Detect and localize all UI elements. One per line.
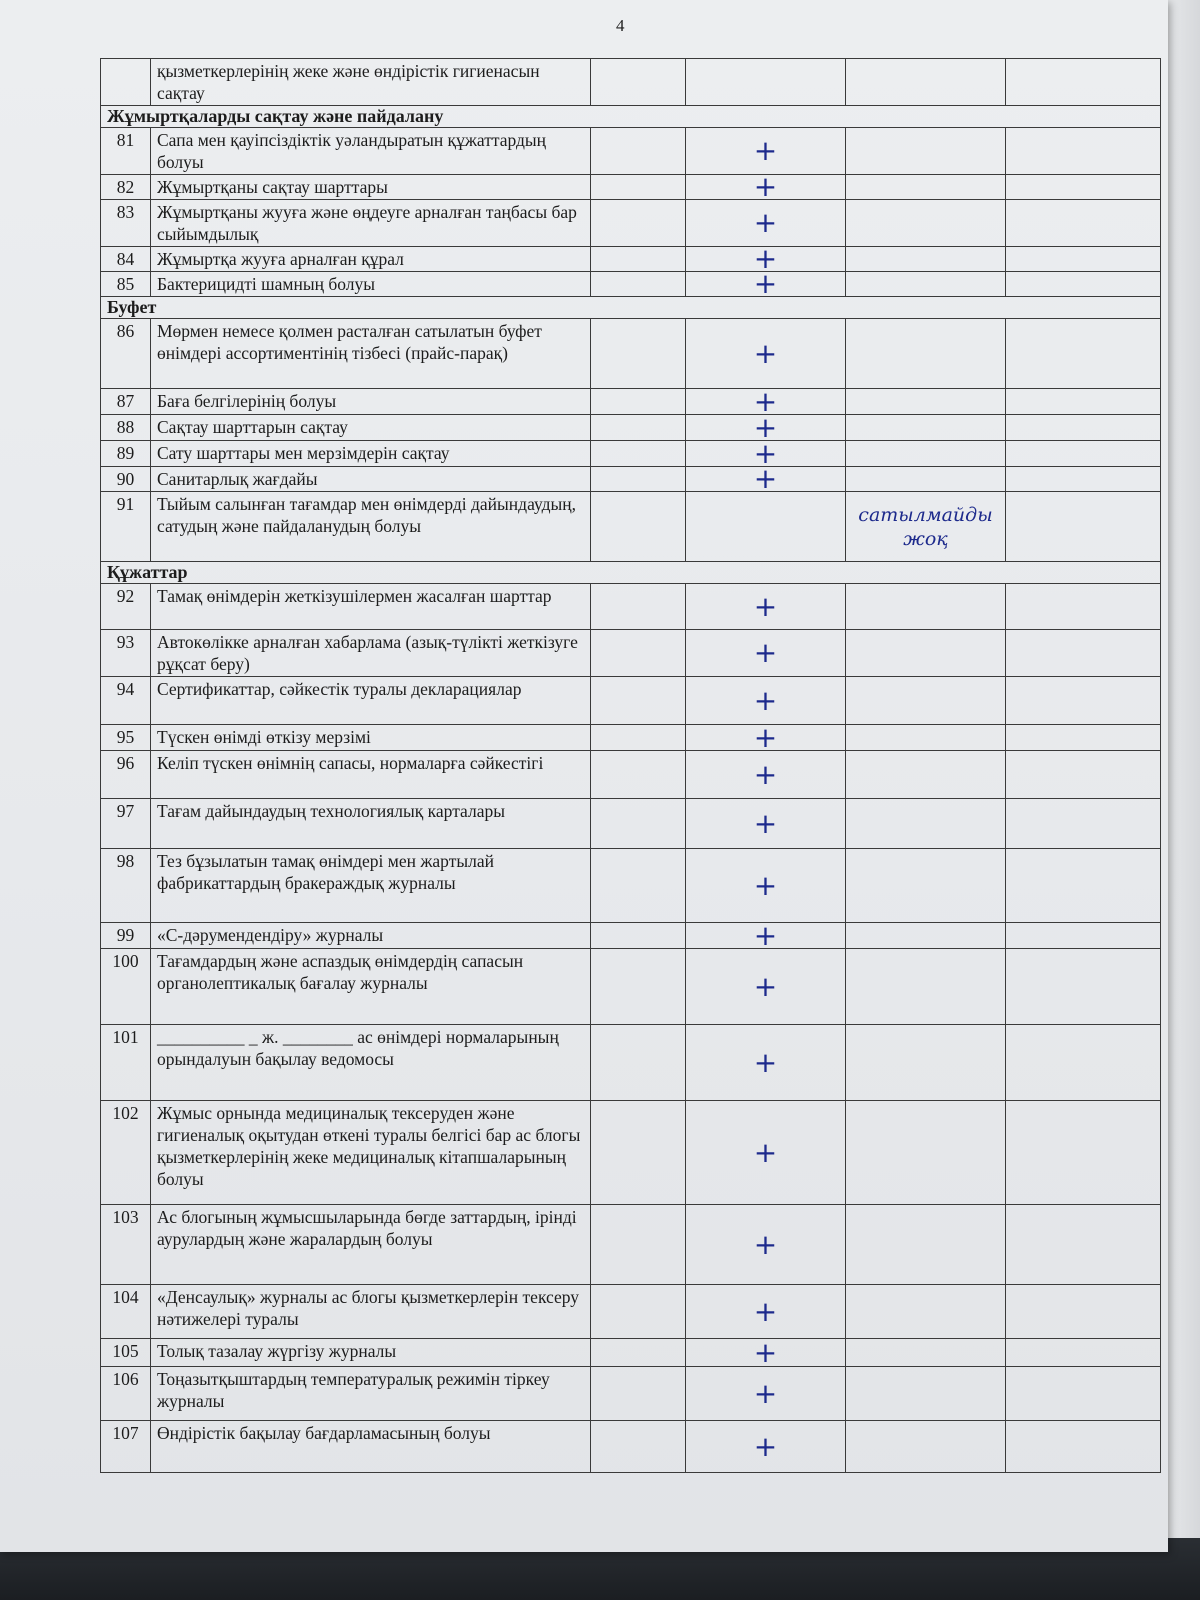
handwritten-note (846, 1421, 1006, 1473)
empty-cell (591, 751, 686, 799)
item-number: 97 (101, 799, 151, 849)
table-row (101, 1421, 1161, 1473)
empty-cell (1006, 849, 1161, 923)
compliance-mark: + (686, 389, 846, 415)
table-row (101, 1205, 1161, 1285)
table-row (101, 272, 1161, 297)
empty-cell (1006, 1025, 1161, 1101)
item-requirement: Бактерицидті шамның болуы (151, 272, 591, 297)
empty-cell (1006, 175, 1161, 200)
item-requirement: Тағамдардың және аспаздық өнімдердің сапасын органолептикалық бағалау журналы (151, 949, 591, 1025)
empty-cell (591, 175, 686, 200)
empty-cell (1006, 584, 1161, 630)
handwritten-note (846, 467, 1006, 492)
item-requirement: Баға белгілерінің болуы (151, 389, 591, 415)
handwritten-note (846, 1101, 1006, 1205)
compliance-mark: + (686, 1339, 846, 1367)
section-title: Буфет (101, 297, 1161, 319)
item-number: 82 (101, 175, 151, 200)
compliance-mark: + (686, 272, 846, 297)
item-number: 86 (101, 319, 151, 389)
compliance-mark: + (686, 128, 846, 175)
empty-cell (1006, 389, 1161, 415)
table-row (101, 319, 1161, 389)
item-requirement: Мөрмен немесе қолмен расталған сатылатын буфет өнімдері ассортиментінің тізбесі (прайс-парақ) (151, 319, 591, 389)
item-number: 93 (101, 630, 151, 677)
item-requirement: Жұмыртқаны сақтау шарттары (151, 175, 591, 200)
handwritten-note (846, 1205, 1006, 1285)
empty-cell (1006, 677, 1161, 725)
empty-cell (1006, 200, 1161, 247)
item-number: 90 (101, 467, 151, 492)
section-title: Жұмыртқаларды сақтау және пайдалану (101, 106, 1161, 128)
table-row (101, 1339, 1161, 1367)
item-requirement: Түскен өнімді өткізу мерзімі (151, 725, 591, 751)
item-number: 94 (101, 677, 151, 725)
table-row (101, 1025, 1161, 1101)
empty-cell (591, 128, 686, 175)
compliance-mark: + (686, 247, 846, 272)
compliance-mark: + (686, 175, 846, 200)
item-requirement: Автокөлікке арналған хабарлама (азық-түлікті жеткізуге рұқсат беру) (151, 630, 591, 677)
compliance-mark: + (686, 751, 846, 799)
item-number: 104 (101, 1285, 151, 1339)
empty-cell (1006, 272, 1161, 297)
empty-cell (1006, 630, 1161, 677)
empty-cell (591, 467, 686, 492)
handwritten-note (846, 923, 1006, 949)
table-row (101, 467, 1161, 492)
empty-cell (1006, 467, 1161, 492)
empty-cell (591, 1367, 686, 1421)
item-requirement: Тамақ өнімдерін жеткізушілермен жасалған шарттар (151, 584, 591, 630)
table-row (101, 751, 1161, 799)
item-number: 88 (101, 415, 151, 441)
empty-cell (1006, 415, 1161, 441)
compliance-mark: + (686, 584, 846, 630)
empty-cell (591, 59, 686, 106)
empty-cell (591, 630, 686, 677)
item-number: 98 (101, 849, 151, 923)
table-row (101, 1101, 1161, 1205)
item-number: 107 (101, 1421, 151, 1473)
compliance-mark (686, 492, 846, 562)
item-requirement: Жұмыртқа жууға арналған құрал (151, 247, 591, 272)
empty-cell (591, 849, 686, 923)
section-header (101, 562, 1161, 584)
handwritten-note (846, 1339, 1006, 1367)
page-number: 4 (616, 16, 625, 35)
empty-cell (591, 319, 686, 389)
compliance-mark: + (686, 1205, 846, 1285)
section-title: Құжаттар (101, 562, 1161, 584)
handwritten-note (846, 949, 1006, 1025)
item-requirement: Тағам дайындаудың технологиялық карталары (151, 799, 591, 849)
empty-cell (591, 1285, 686, 1339)
empty-cell (591, 725, 686, 751)
table-row (101, 247, 1161, 272)
empty-cell (1006, 1339, 1161, 1367)
handwritten-note (846, 1367, 1006, 1421)
handwritten-note (846, 200, 1006, 247)
empty-cell (1006, 1101, 1161, 1205)
table-row (101, 949, 1161, 1025)
compliance-mark: + (686, 923, 846, 949)
item-number: 87 (101, 389, 151, 415)
table-row (101, 59, 1161, 106)
empty-cell (1006, 1421, 1161, 1473)
table-row (101, 441, 1161, 467)
item-number: 91 (101, 492, 151, 562)
compliance-mark (686, 59, 846, 106)
empty-cell (591, 799, 686, 849)
table-row (101, 175, 1161, 200)
item-number (101, 59, 151, 106)
empty-cell (1006, 799, 1161, 849)
compliance-mark: + (686, 949, 846, 1025)
compliance-mark: + (686, 1421, 846, 1473)
empty-cell (591, 441, 686, 467)
empty-cell (1006, 1205, 1161, 1285)
compliance-mark: + (686, 200, 846, 247)
handwritten-note (846, 415, 1006, 441)
item-number: 99 (101, 923, 151, 949)
table-row (101, 923, 1161, 949)
empty-cell (591, 272, 686, 297)
empty-cell (1006, 751, 1161, 799)
item-number: 100 (101, 949, 151, 1025)
section-header (101, 106, 1161, 128)
item-requirement: Сапа мен қауіпсіздіктік уәландыратын құжаттардың болуы (151, 128, 591, 175)
empty-cell (1006, 1367, 1161, 1421)
handwritten-note (846, 725, 1006, 751)
handwritten-note (846, 630, 1006, 677)
empty-cell (1006, 1285, 1161, 1339)
empty-cell (1006, 725, 1161, 751)
item-number: 103 (101, 1205, 151, 1285)
table-row (101, 1285, 1161, 1339)
handwritten-note (846, 584, 1006, 630)
item-number: 92 (101, 584, 151, 630)
compliance-mark: + (686, 319, 846, 389)
compliance-mark: + (686, 441, 846, 467)
item-requirement: Келіп түскен өнімнің сапасы, нормаларға сәйкестігі (151, 751, 591, 799)
empty-cell (591, 389, 686, 415)
item-requirement: Тыйым салынған тағамдар мен өнімдерді дайындаудың, сатудың және пайдаланудың болуы (151, 492, 591, 562)
compliance-mark: + (686, 1367, 846, 1421)
item-requirement: «С-дәрумендендіру» журналы (151, 923, 591, 949)
item-number: 84 (101, 247, 151, 272)
checklist-body (101, 59, 1161, 1473)
compliance-mark: + (686, 725, 846, 751)
table-row (101, 584, 1161, 630)
handwritten-note (846, 1025, 1006, 1101)
empty-cell (1006, 492, 1161, 562)
item-number: 81 (101, 128, 151, 175)
compliance-mark: + (686, 1285, 846, 1339)
empty-cell (1006, 949, 1161, 1025)
handwritten-note (846, 272, 1006, 297)
empty-cell (591, 492, 686, 562)
empty-cell (591, 923, 686, 949)
table-row (101, 200, 1161, 247)
item-requirement: Тез бұзылатын тамақ өнімдері мен жартылай фабрикаттардың бракераждық журналы (151, 849, 591, 923)
item-requirement: Тоңазытқыштардың температуралық режимін тіркеу журналы (151, 1367, 591, 1421)
handwritten-note (846, 849, 1006, 923)
item-requirement: Санитарлық жағдайы (151, 467, 591, 492)
empty-cell (591, 415, 686, 441)
handwritten-note: сатылмайды жоқ (846, 492, 1006, 562)
item-number: 102 (101, 1101, 151, 1205)
compliance-mark: + (686, 849, 846, 923)
handwritten-note (846, 59, 1006, 106)
item-number: 95 (101, 725, 151, 751)
item-requirement: Өндірістік бақылау бағдарламасының болуы (151, 1421, 591, 1473)
item-requirement: Ас блогының жұмысшыларында бөгде заттардың, ірінді аурулардың және жаралардың болуы (151, 1205, 591, 1285)
handwritten-note (846, 247, 1006, 272)
checklist-table (100, 58, 1161, 1473)
compliance-mark: + (686, 467, 846, 492)
handwritten-note (846, 175, 1006, 200)
empty-cell (1006, 128, 1161, 175)
item-requirement: Толық тазалау жүргізу журналы (151, 1339, 591, 1367)
table-row (101, 799, 1161, 849)
compliance-mark: + (686, 1101, 846, 1205)
item-requirement: Жұмыртқаны жууға және өңдеуге арналған таңбасы бар сыйымдылық (151, 200, 591, 247)
item-number: 105 (101, 1339, 151, 1367)
compliance-mark: + (686, 1025, 846, 1101)
table-row (101, 630, 1161, 677)
compliance-mark: + (686, 630, 846, 677)
item-requirement: Сақтау шарттарын сақтау (151, 415, 591, 441)
table-row (101, 725, 1161, 751)
item-requirement: Сертификаттар, сәйкестік туралы декларациялар (151, 677, 591, 725)
table-row (101, 128, 1161, 175)
empty-cell (591, 584, 686, 630)
table-row (101, 677, 1161, 725)
item-requirement: Жұмыс орнында медициналық тексеруден және гигиеналық оқытудан өткені туралы белгісі бар ас блогы қызметкерлерінің жеке медициналық кітапшаларының болуы (151, 1101, 591, 1205)
item-number: 101 (101, 1025, 151, 1101)
table-row (101, 849, 1161, 923)
table-row (101, 389, 1161, 415)
empty-cell (591, 949, 686, 1025)
empty-cell (591, 1421, 686, 1473)
section-header (101, 297, 1161, 319)
handwritten-note (846, 751, 1006, 799)
table-row (101, 1367, 1161, 1421)
empty-cell (1006, 923, 1161, 949)
handwritten-note (846, 128, 1006, 175)
empty-cell (591, 200, 686, 247)
handwritten-note (846, 677, 1006, 725)
compliance-mark: + (686, 677, 846, 725)
empty-cell (1006, 319, 1161, 389)
table-row (101, 415, 1161, 441)
empty-cell (591, 677, 686, 725)
item-number: 106 (101, 1367, 151, 1421)
item-requirement: қызметкерлерінің жеке және өндірістік гигиенасын сақтау (151, 59, 591, 106)
empty-cell (591, 1025, 686, 1101)
handwritten-note (846, 441, 1006, 467)
handwritten-note (846, 799, 1006, 849)
empty-cell (591, 1101, 686, 1205)
empty-cell (1006, 441, 1161, 467)
item-number: 85 (101, 272, 151, 297)
handwritten-note (846, 1285, 1006, 1339)
empty-cell (1006, 59, 1161, 106)
empty-cell (591, 1339, 686, 1367)
empty-cell (1006, 247, 1161, 272)
item-number: 96 (101, 751, 151, 799)
handwritten-note (846, 389, 1006, 415)
item-requirement: __________ _ ж. ________ ас өнімдері нормаларының орындалуын бақылау ведомосы (151, 1025, 591, 1101)
item-number: 83 (101, 200, 151, 247)
empty-cell (591, 1205, 686, 1285)
compliance-mark: + (686, 799, 846, 849)
empty-cell (591, 247, 686, 272)
table-row (101, 492, 1161, 562)
item-requirement: Сату шарттары мен мерзімдерін сақтау (151, 441, 591, 467)
item-number: 89 (101, 441, 151, 467)
item-requirement: «Денсаулық» журналы ас блогы қызметкерлерін тексеру нәтижелері туралы (151, 1285, 591, 1339)
compliance-mark: + (686, 415, 846, 441)
handwritten-note (846, 319, 1006, 389)
